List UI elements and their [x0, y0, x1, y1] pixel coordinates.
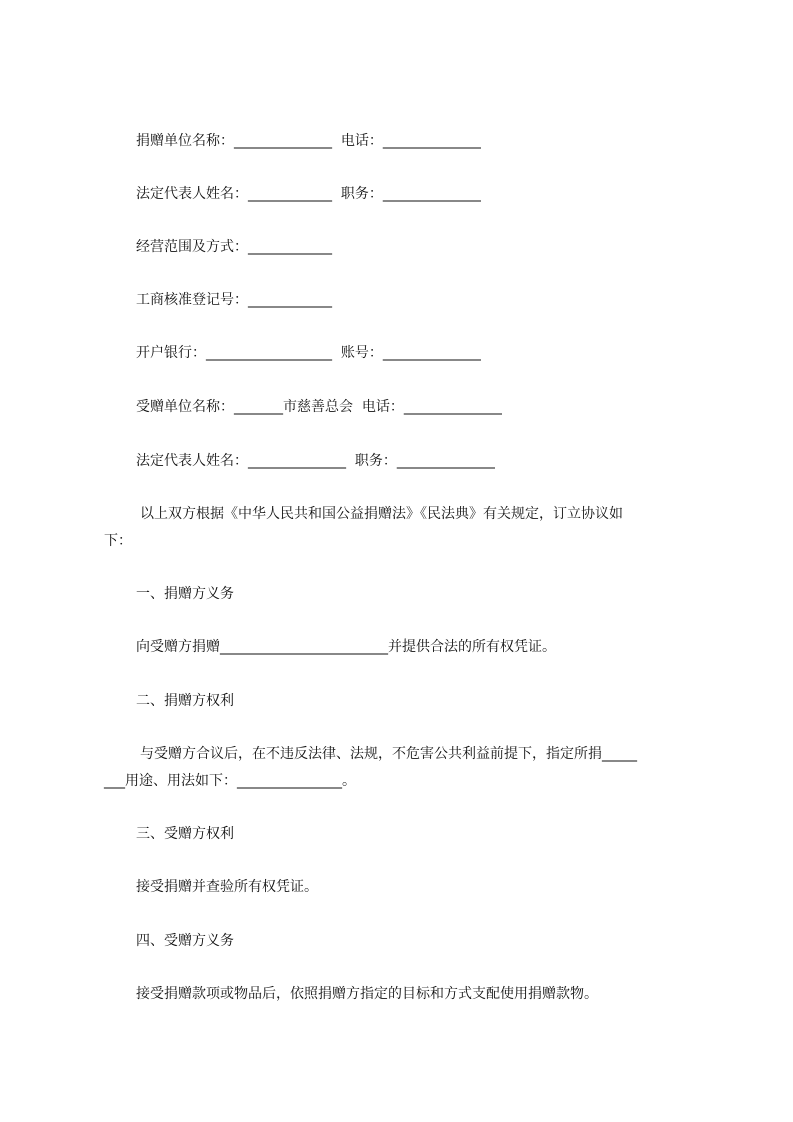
- section-2-line-2: ___用途、用法如下：_______________。: [104, 773, 356, 789]
- recipient-representative-line: 法定代表人姓名：______________ 职务：______________: [136, 453, 495, 469]
- section-2-line-1: 与受赠方合议后，在不违反法律、法规，不危害公共利益前提下，指定所捐_____: [140, 746, 637, 762]
- intro-line-2: 下：: [104, 533, 132, 549]
- donor-business-scope-line: 经营范围及方式：____________: [136, 239, 332, 255]
- section-heading-3: 三、受赠方权利: [136, 826, 234, 842]
- section-1-line-1: 向受赠方捐赠________________________并提供合法的所有权凭证。: [136, 639, 556, 655]
- section-3-line-1: 接受捐赠并查验所有权凭证。: [136, 879, 318, 895]
- donor-registration-line: 工商核准登记号：____________: [136, 292, 332, 308]
- intro-line-1: 以上双方根据《中华人民共和国公益捐赠法》《民法典》有关规定，订立协议如: [140, 506, 623, 522]
- section-heading-1: 一、捐赠方义务: [136, 586, 234, 602]
- section-4-line-1: 接受捐赠款项或物品后，依照捐赠方指定的目标和方式支配使用捐赠款物。: [136, 986, 598, 1002]
- donor-representative-line: 法定代表人姓名：____________ 职务：______________: [136, 186, 481, 202]
- section-heading-4: 四、受赠方义务: [136, 933, 234, 949]
- section-heading-2: 二、捐赠方权利: [136, 693, 234, 709]
- donor-bank-line: 开户银行：__________________ 账号：______________: [136, 345, 481, 361]
- recipient-name-phone-line: 受赠单位名称：_______市慈善总会 电话：______________: [136, 399, 502, 415]
- donor-name-phone-line: 捐赠单位名称：______________ 电话：______________: [136, 133, 481, 149]
